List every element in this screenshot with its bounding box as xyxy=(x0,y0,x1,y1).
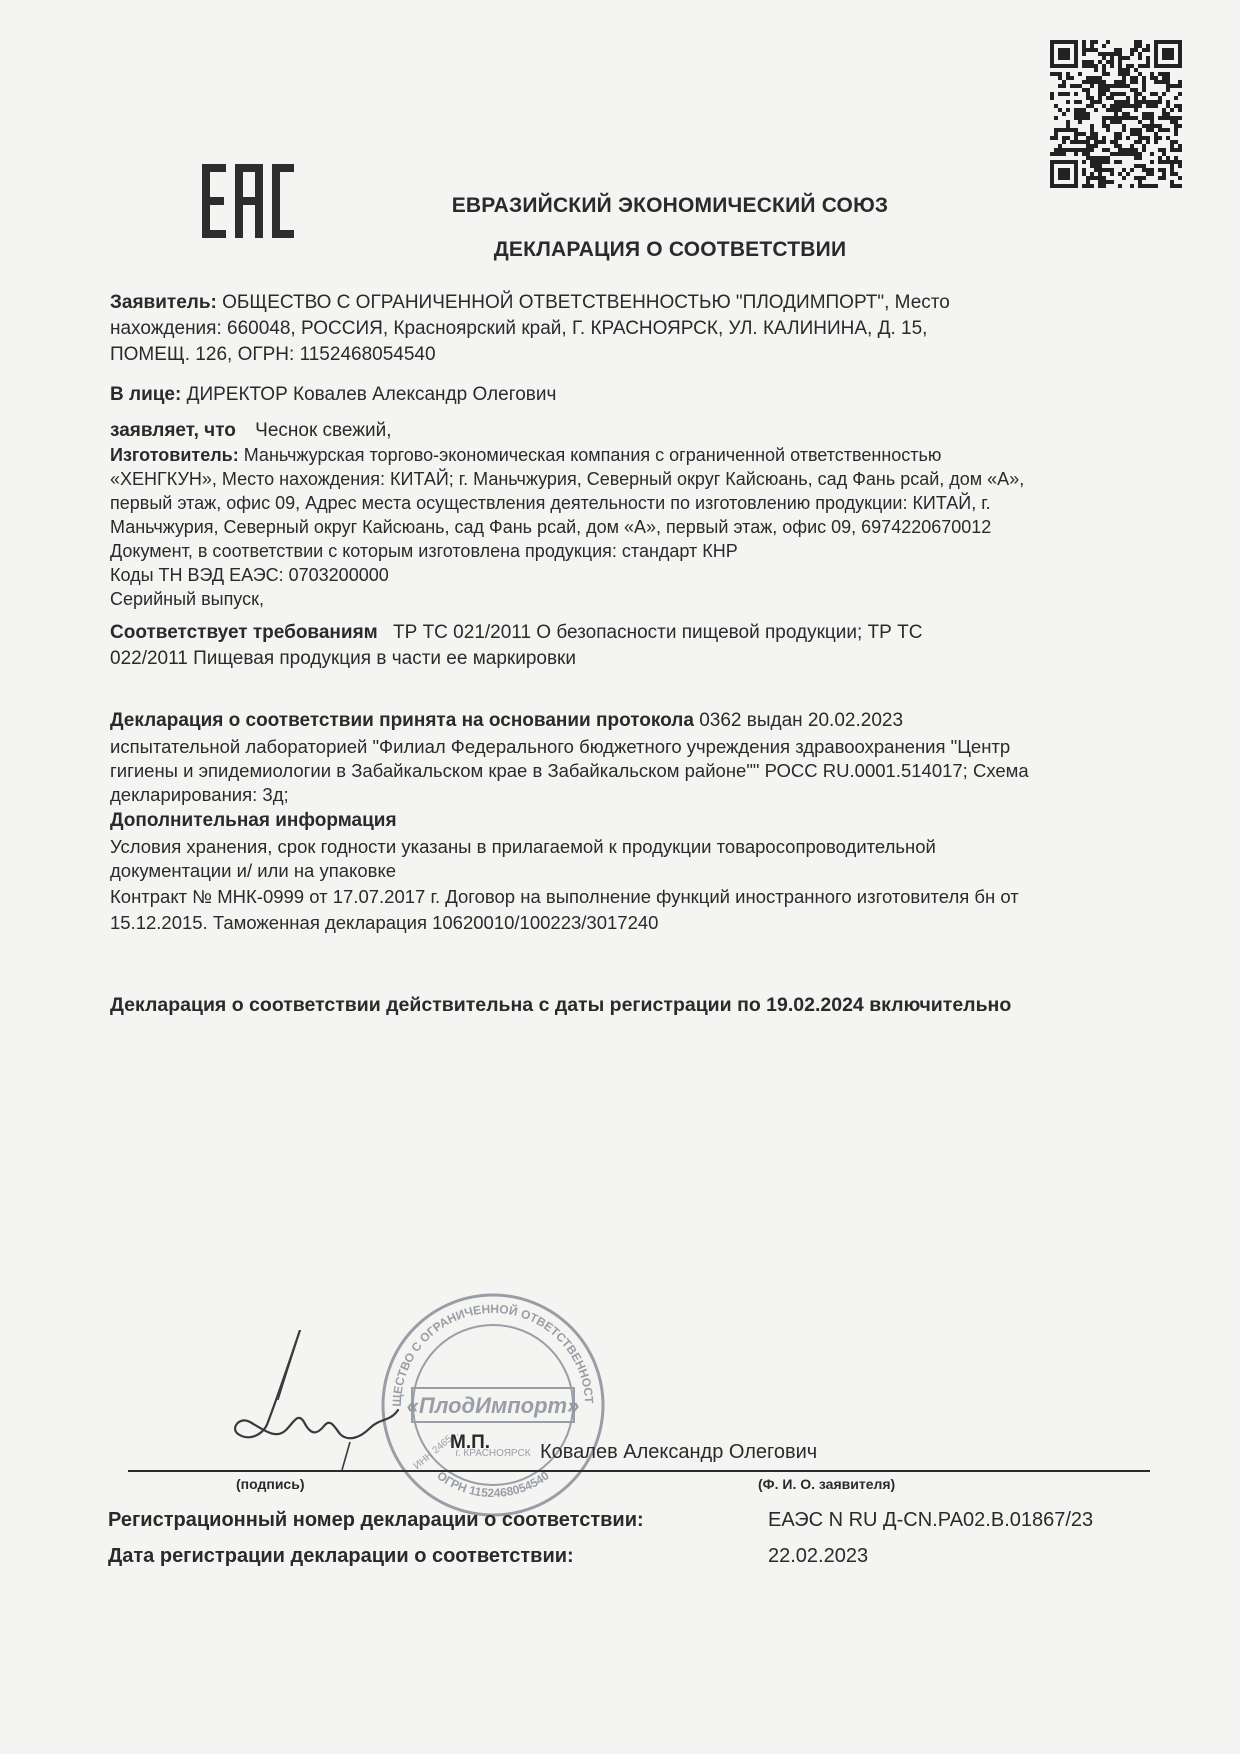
signature-line xyxy=(128,1470,1150,1472)
basis-label: Декларация о соответствии принята на основании протокола xyxy=(110,710,694,731)
declares-value: Чеснок свежий, xyxy=(255,420,392,441)
person-value: ДИРЕКТОР Ковалев Александр Олегович xyxy=(186,384,557,405)
basis-line-4: декларирования: 3д; xyxy=(110,784,289,805)
additional-line-4: 15.12.2015. Таможенная декларация 10620010/100223/3017240 xyxy=(110,912,659,933)
declares-label: заявляет, что xyxy=(110,420,236,441)
manufacturer-text: Маньчжурская торгово-экономическая компания с ограниченной ответственностью xyxy=(243,445,942,465)
applicant-label: Заявитель: xyxy=(110,292,217,313)
manufacturer-line-3: первый этаж, офис 09, Адрес места осуществления деятельности по изготовлению продукции: КИТАЙ, г. xyxy=(110,493,991,513)
person-line xyxy=(110,384,556,406)
stamp-ogrn: ОГРН 1152468054540 xyxy=(434,1468,552,1501)
applicant-text: ОБЩЕСТВО С ОГРАНИЧЕННОЙ ОТВЕТСТВЕННОСТЬЮ "ПЛОДИМПОРТ", Место xyxy=(222,292,950,313)
manufacturer-line-2: «ХЕНГКУН», Место нахождения: КИТАЙ; г. Маньчжурия, Северный округ Кайсюань, сад Фань рсай, дом «А», xyxy=(110,469,1025,489)
reg-date: 22.02.2023 xyxy=(768,1545,869,1567)
union-title: ЕВРАЗИЙСКИЙ ЭКОНОМИЧЕСКИЙ СОЮЗ xyxy=(451,194,889,217)
basis-line-3: гигиены и эпидемиологии в Забайкальском крае в Забайкальском районе"" РОСС RU.0001.514017; Схема xyxy=(110,760,1029,781)
applicant-line-3: ПОМЕЩ. 126, ОГРН: 1152468054540 xyxy=(110,344,436,365)
document-line: Документ, в соответствии с которым изготовлена продукция: стандарт КНР xyxy=(110,541,738,561)
eac-logo xyxy=(200,162,296,240)
serial-line: Серийный выпуск, xyxy=(110,589,264,609)
signer-name: Ковалев Александр Олегович xyxy=(540,1441,818,1463)
manufacturer-line-4: Маньчжурия, Северный округ Кайсюань, сад Фань рсай, дом «А», первый этаж, офис 09, 6974220670012 xyxy=(110,517,992,537)
qr-code xyxy=(1050,40,1182,188)
additional-line-2: документации и/ или на упаковке xyxy=(110,860,397,881)
stamp-ring-text: ЩЕСТВО С ОГРАНИЧЕННОЙ ОТВЕТСТВЕННОСТ xyxy=(389,1301,597,1407)
manufacturer-label: Изготовитель: xyxy=(110,445,239,465)
mp-label: М.П. xyxy=(450,1432,491,1453)
stamp-city: г. КРАСНОЯРСК xyxy=(455,1448,531,1459)
basis-text: 0362 выдан 20.02.2023 xyxy=(699,710,904,731)
validity-line: Декларация о соответствии действительна с даты регистрации по 19.02.2024 включительно xyxy=(110,994,1012,1016)
requirements-label: Соответствует требованиям xyxy=(110,622,378,643)
requirements-line-1 xyxy=(110,622,922,644)
manufacturer-line-1 xyxy=(110,444,941,466)
document-title: ДЕКЛАРАЦИЯ О СООТВЕТСТВИИ xyxy=(493,238,847,261)
requirements-text: ТР ТС 021/2011 О безопасности пищевой продукции; ТР ТС xyxy=(393,622,923,643)
signature xyxy=(220,1330,410,1470)
svg-text:ОБЩЕСТВО С ОГРАНИЧЕННОЙ ОТВЕТС xyxy=(378,1290,596,1407)
requirements-line-2: 022/2011 Пищевая продукция в части ее маркировки xyxy=(110,648,576,669)
person-label: В лице: xyxy=(110,384,182,405)
basis-line-1 xyxy=(110,710,903,732)
basis-line-2: испытательной лабораторией "Филиал Федерального бюджетного учреждения здравоохранения "Центр xyxy=(110,736,1011,757)
applicant-line-1 xyxy=(110,292,950,314)
company-stamp xyxy=(378,1290,608,1520)
additional-label: Дополнительная информация xyxy=(110,810,397,831)
declares-line xyxy=(110,420,392,442)
reg-date-label: Дата регистрации декларации о соответствии: xyxy=(108,1545,574,1567)
applicant-line-2: нахождения: 660048, РОССИЯ, Красноярский край, Г. КРАСНОЯРСК, УЛ. КАЛИНИНА, Д. 15, xyxy=(110,318,928,339)
stamp-inn: ИНН 2465... xyxy=(411,1428,461,1472)
stamp-center: «ПлодИмпорт» xyxy=(406,1393,580,1418)
codes-line: Коды ТН ВЭД ЕАЭС: 0703200000 xyxy=(110,565,389,585)
additional-line-1: Условия хранения, срок годности указаны в прилагаемой к продукции товаросопроводительной xyxy=(110,836,936,857)
sign-label: (подпись) xyxy=(236,1476,305,1492)
additional-line-3: Контракт № МНК-0999 от 17.07.2017 г. Договор на выполнение функций иностранного изготовителя бн от xyxy=(110,886,1019,907)
reg-number: ЕАЭС N RU Д-CN.РА02.В.01867/23 xyxy=(768,1509,1094,1531)
reg-number-label: Регистрационный номер декларации о соответствии: xyxy=(108,1509,644,1531)
name-label: (Ф. И. О. заявителя) xyxy=(758,1476,896,1492)
